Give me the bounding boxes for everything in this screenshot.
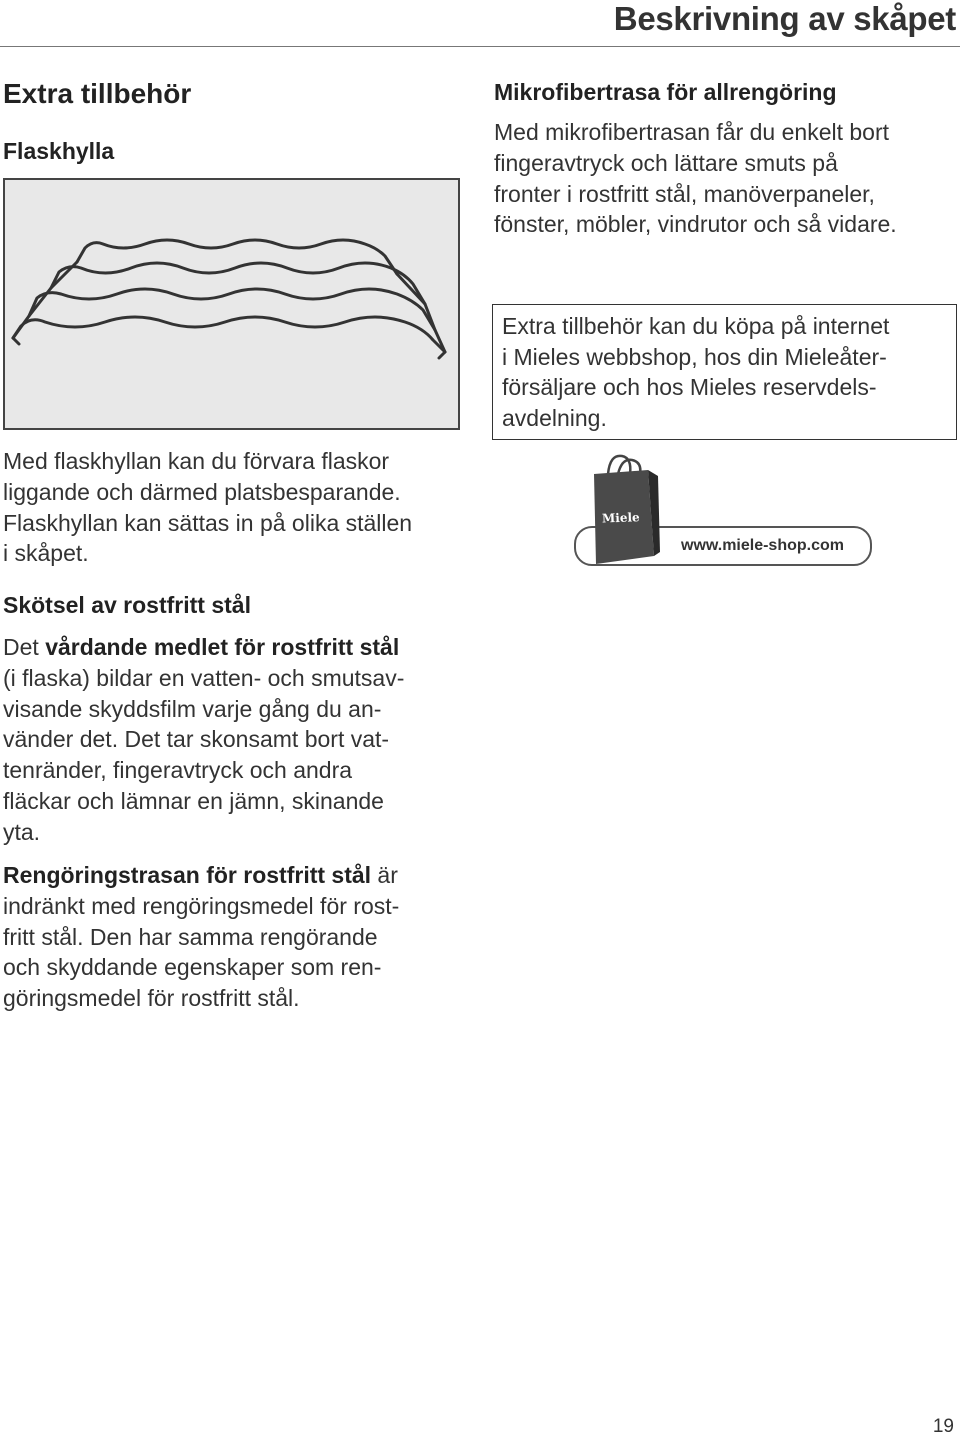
section-title: Extra tillbehör — [3, 78, 192, 109]
bottle-shelf-drawing — [5, 180, 458, 428]
rostfritt-paragraph-1 — [3, 632, 404, 848]
text-line: i Mieles webbshop, hos din Mieleåter- — [502, 343, 887, 370]
text-line: Extra tillbehör kan du köpa på internet — [502, 313, 890, 339]
rostfritt-paragraph-2 — [3, 860, 399, 1014]
mikrofiber-description — [494, 117, 897, 240]
text-line: liggande och därmed platsbesparande. — [3, 478, 401, 505]
shop-url[interactable]: www.miele-shop.com — [681, 537, 844, 554]
text-run: är — [371, 862, 398, 888]
text-line: indränkt med rengöringsmedel för rost- — [3, 892, 400, 919]
text-line: Med flaskhyllan kan du förvara flaskor — [3, 448, 390, 474]
text-line: (i flaska) bildar en vatten- och smutsav- — [3, 664, 405, 691]
text-line: avdelning. — [502, 404, 607, 431]
text-line: vänder det. Det tar skonsamt bort vat- — [3, 726, 390, 753]
purchase-info-box — [492, 304, 957, 440]
text-line: fläckar och lämnar en jämn, skinande — [3, 787, 384, 814]
shopping-bag-icon — [588, 452, 660, 564]
product-name-bold: Rengöringstrasan för rostfritt stål — [3, 862, 372, 888]
text-line: och skyddande egenskaper som ren- — [3, 954, 382, 981]
text-line: Med mikrofibertrasan får du enkelt bort — [494, 119, 890, 145]
text-line — [3, 632, 404, 663]
flaskhylla-heading: Flaskhylla — [3, 138, 115, 164]
text-line: fingeravtryck och lättare smuts på — [494, 149, 838, 176]
text-line: fronter i rostfritt stål, manöverpaneler, — [494, 180, 875, 207]
text-line: visande skyddsfilm varje gång du an- — [3, 695, 382, 722]
page-number: 19 — [932, 1416, 954, 1437]
flaskhylla-description — [3, 446, 412, 569]
text-line: fritt stål. Den har samma rengörande — [3, 923, 378, 950]
product-name-bold: vårdande medlet för rostfritt stål — [45, 634, 400, 660]
text-line: fönster, möbler, vindrutor och så vidare. — [494, 211, 897, 238]
text-line: yta. — [3, 818, 41, 845]
page-header-title: Beskrivning av skåpet — [613, 0, 956, 37]
mikrofiber-heading: Mikrofibertrasa för allrengöring — [494, 79, 837, 105]
text-line: göringsmedel för rostfritt stål. — [3, 985, 300, 1012]
header-divider — [0, 46, 960, 47]
text-line — [3, 860, 399, 891]
text-line: försäljare och hos Mieles reservdels- — [502, 374, 877, 400]
text-line: i skåpet. — [3, 540, 89, 567]
text-line: tenränder, fingeravtryck och andra — [3, 757, 353, 784]
rostfritt-heading: Skötsel av rostfritt stål — [3, 592, 251, 618]
text-run: Det — [3, 634, 46, 660]
bottle-shelf-illustration — [3, 178, 460, 430]
text-line: Flaskhyllan kan sättas in på olika ställen — [3, 509, 413, 536]
bag-logo-text: Miele — [601, 510, 640, 526]
